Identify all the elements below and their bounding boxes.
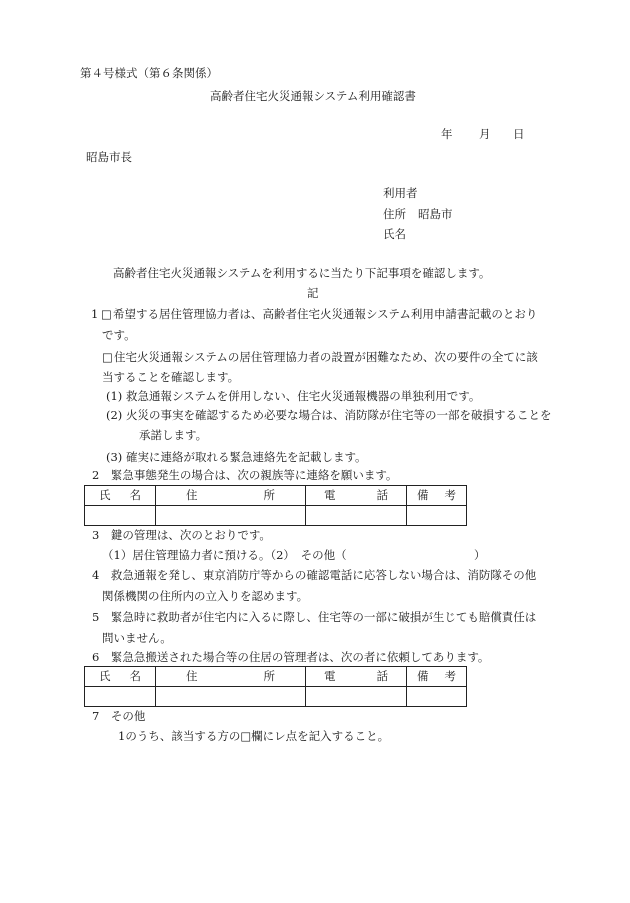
name-label: 氏名	[383, 227, 406, 241]
item7-text: 7 その他	[92, 709, 146, 723]
item1-option-b-line1: 住宅火災通報システムの居住管理協力者の設置が困難なため、次の要件の全てに該	[114, 350, 538, 364]
addressee: 昭島市長	[86, 150, 132, 164]
cell-address[interactable]	[156, 687, 306, 707]
user-label: 利用者	[383, 186, 418, 200]
item2-text: 2 緊急事態発生の場合は、次の親族等に連絡を願います。	[92, 468, 398, 482]
date-day: 日	[513, 127, 525, 141]
item1-number: 1	[91, 307, 99, 321]
item3-options: （1）居住管理協力者に預ける。（2） その他（	[102, 548, 347, 562]
ki-heading: 記	[307, 286, 319, 300]
item1-req1: (1) 救急通報システムを併用しない、住宅火災通報機器の単独利用です。	[106, 389, 481, 403]
header-phone: 電 話	[306, 667, 407, 687]
table-header-row	[85, 667, 467, 687]
item1-checkbox-b: □	[102, 350, 113, 364]
header-name: 氏 名	[85, 667, 156, 687]
item5-line2: 問いません。	[102, 631, 172, 645]
table-header-row	[85, 486, 467, 506]
address-label: 住所	[383, 207, 406, 221]
item4-line2: 関係機関の住所内の立入りを認めます。	[102, 589, 309, 603]
item5-line1: 5 緊急時に救助者が住宅内に入るに際し、住宅等の一部に破損が生じても賠償責任は	[92, 610, 537, 624]
item1-req3: (3) 確実に連絡が取れる緊急連絡先を記載します。	[106, 450, 367, 464]
address-city: 昭島市	[418, 207, 453, 221]
header-phone: 電 話	[306, 486, 407, 506]
item1-checkbox-a: □	[101, 307, 112, 321]
header-remarks: 備 考	[407, 486, 467, 506]
header-remarks: 備 考	[407, 667, 467, 687]
item1-req2-line1: (2) 火災の事実を確認するため必要な場合は、消防隊が住宅等の一部を破損することを	[106, 408, 552, 422]
document-title: 高齢者住宅火災通報システム利用確認書	[210, 89, 416, 103]
item6-text: 6 緊急急搬送された場合等の住居の管理者は、次の者に依頼してあります。	[92, 650, 490, 664]
header-address: 住 所	[156, 486, 306, 506]
form-number: 第４号様式（第６条関係）	[80, 66, 218, 80]
date-month: 月	[479, 127, 491, 141]
cell-phone[interactable]	[306, 687, 407, 707]
item3-close-paren: ）	[474, 548, 486, 562]
header-name: 氏 名	[85, 486, 156, 506]
item3-text: 3 鍵の管理は、次のとおりです。	[92, 528, 271, 542]
relatives-contact-table	[84, 485, 467, 526]
item7-note: 1のうち、該当する方の□欄にレ点を記入すること。	[118, 729, 390, 743]
table-row	[85, 687, 467, 707]
cell-remarks[interactable]	[407, 506, 467, 526]
date-year: 年	[441, 127, 453, 141]
item4-line1: 4 救急通報を発し、東京消防庁等からの確認電話に応答しない場合は、消防隊その他	[92, 568, 537, 582]
cell-name[interactable]	[85, 506, 156, 526]
item1-option-b-line2: 当することを確認します。	[102, 370, 240, 384]
cell-address[interactable]	[156, 506, 306, 526]
intro-text: 高齢者住宅火災通報システムを利用するに当たり下記事項を確認します。	[113, 266, 491, 280]
item1-req2-line2: 承諾します。	[139, 428, 208, 442]
table-row	[85, 506, 467, 526]
cell-name[interactable]	[85, 687, 156, 707]
item1-option-a-line1: 希望する居住管理協力者は、高齢者住宅火災通報システム利用申請書記載のとおり	[113, 307, 538, 321]
property-manager-table	[84, 666, 467, 707]
item1-option-a-line2: です。	[102, 328, 136, 342]
cell-phone[interactable]	[306, 506, 407, 526]
cell-remarks[interactable]	[407, 687, 467, 707]
header-address: 住 所	[156, 667, 306, 687]
